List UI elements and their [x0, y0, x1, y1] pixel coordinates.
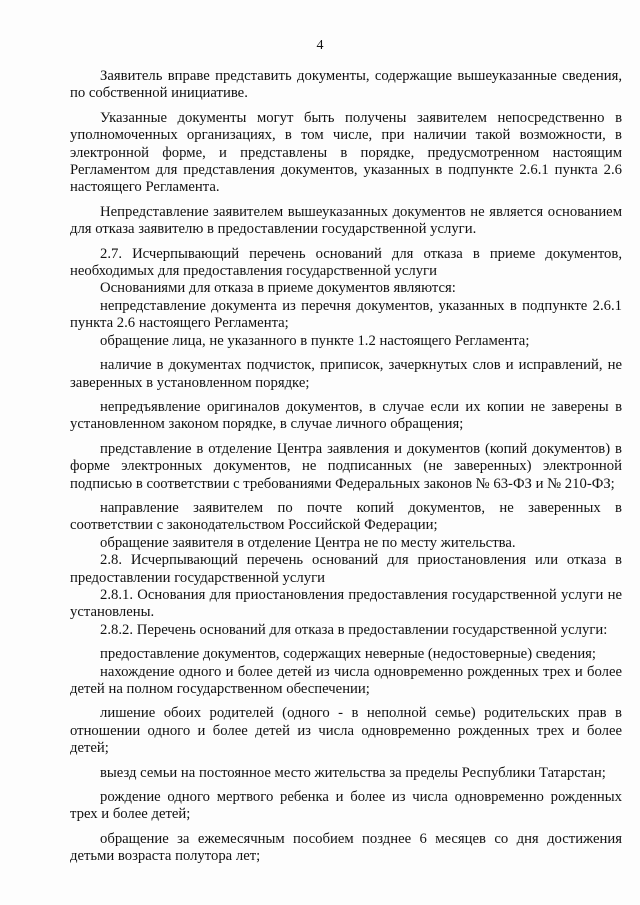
- list-item: наличие в документах подчисток, приписок, зачеркнутых слов и исправлений, не заверенных в установленном порядке;: [70, 357, 622, 391]
- list-item: непредъявление оригиналов документов, в случае если их копии не заверены в установленном законом порядке, в случае личного обращения;: [70, 398, 622, 433]
- list-item: обращение за ежемесячным пособием позднее 6 месяцев со дня достижения детьми возраста полутора лет;: [70, 830, 622, 865]
- section-heading-2-7: 2.7. Исчерпывающий перечень оснований для отказа в приеме документов, необходимых для предоставления государственной услуги: [70, 245, 622, 280]
- page-number: 4: [316, 38, 324, 53]
- list-item: нахождение одного и более детей из числа одновременно рожденных трех и более детей на полном государственном обеспечении;: [70, 663, 622, 697]
- paragraph: Заявитель вправе представить документы, содержащие вышеуказанные сведения, по собственной инициативе.: [70, 68, 622, 102]
- list-item: представление в отделение Центра заявления и документов (копий документов) в форме электронных документов, не подписанных (не заверенных) электронной подписью в соответствии с требованиями Федеральных законов № 63-ФЗ и № 210-ФЗ;: [70, 440, 622, 492]
- list-item: обращение заявителя в отделение Центра не по месту жительства.: [100, 534, 516, 551]
- paragraph: Основаниями для отказа в приеме документов являются:: [100, 280, 456, 297]
- list-item: лишение обоих родителей (одного - в неполной семье) родительских прав в отношении одного и более детей из числа одновременно рожденных трех и более детей;: [70, 705, 622, 757]
- section-heading-2-8: 2.8. Исчерпывающий перечень оснований для приостановления или отказа в предоставлении государственной услуги: [70, 552, 622, 586]
- paragraph: Непредставление заявителем вышеуказанных документов не является основанием для отказа заявителю в предоставлении государственной услуги.: [70, 203, 622, 238]
- list-item: предоставление документов, содержащих неверные (недостоверные) сведения;: [100, 646, 597, 663]
- document-body: [70, 68, 622, 866]
- list-item: обращение лица, не указанного в пункте 1.2 настоящего Регламента;: [100, 332, 530, 349]
- list-item: непредставление документа из перечня документов, указанных в подпункте 2.6.1 пункта 2.6 настоящего Регламента;: [70, 297, 622, 332]
- list-item: выезд семьи на постоянное место жительства за пределы Республики Татарстан;: [100, 764, 606, 781]
- list-item: направление заявителем по почте копий документов, не заверенных в соответствии с законодательством Российской Федерации;: [70, 499, 622, 534]
- subsection-2-8-1: 2.8.1. Основания для приостановления предоставления государственной услуги не установлены.: [70, 586, 622, 621]
- subsection-2-8-2: 2.8.2. Перечень оснований для отказа в предоставлении государственной услуги:: [100, 621, 608, 638]
- paragraph: Указанные документы могут быть получены заявителем непосредственно в уполномоченных организациях, в том числе, при наличии такой возможности, в электронной форме, и представлены в порядке, предусмотренном настоящим Регламентом для представления документов, указанных в подпункте 2.6.1 пункта 2.6 настоящего Регламента.: [70, 109, 622, 196]
- list-item: рождение одного мертвого ребенка и более из числа одновременно рожденных трех и более детей;: [70, 789, 622, 823]
